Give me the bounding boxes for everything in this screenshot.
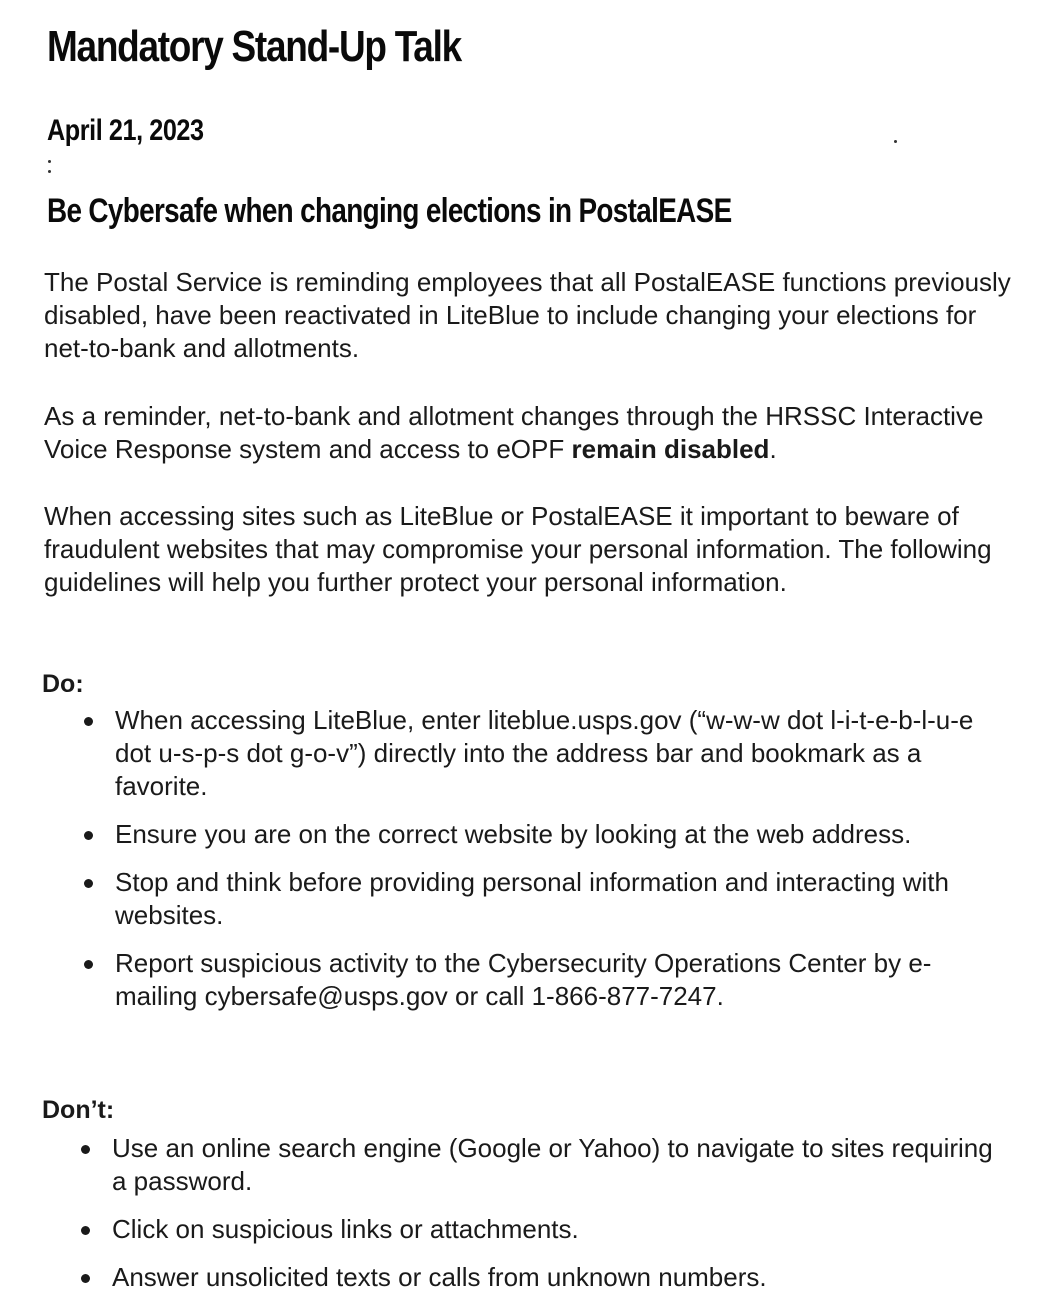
scan-speck [48,160,51,163]
dont-list-item: Click on suspicious links or attachments. [0,1213,1000,1246]
do-list-item: When accessing LiteBlue, enter liteblue.usps.gov (“w-w-w dot l-i-t-e-b-l-u-e dot u-s-p-s dot g-o-v”) directly into the address bar and bookmark as a favorite. [0,704,1000,803]
paragraph-reminder-text: As a reminder, net-to-bank and allotment changes through the HRSSC Interactive Voice Response system and access to eOPF [44,401,984,464]
document-title: Mandatory Stand-Up Talk [47,22,461,71]
do-heading: Do: [42,670,84,698]
do-list [0,704,1000,1028]
dont-list [0,1132,1000,1309]
dont-list-item: Use an online search engine (Google or Yahoo) to navigate to sites requiring a password. [0,1132,1000,1198]
paragraph-reminder-end: . [769,434,777,464]
paragraph-reactivation: The Postal Service is reminding employees that all PostalEASE functions previously disabled, have been reactivated in LiteBlue to include changing your elections for net-to-bank and allotments. [44,267,1011,363]
scan-speck [48,170,51,173]
dont-list-item: Answer unsolicited texts or calls from unknown numbers. [0,1261,1000,1294]
do-list-item: Stop and think before providing personal information and interacting with websites. [0,866,1000,932]
do-list-item: Report suspicious activity to the Cybersecurity Operations Center by e-mailing cybersafe@usps.gov or call 1-866-877-7247. [0,947,1000,1013]
scan-speck [894,140,897,143]
do-list-item: Ensure you are on the correct website by looking at the web address. [0,818,1000,851]
dont-heading: Don’t: [42,1096,115,1124]
paragraph-reminder-emphasis: remain disabled [571,434,770,464]
paragraph-fraud-warning: When accessing sites such as LiteBlue or PostalEASE it important to beware of fraudulent websites that may compromise your personal information. The following guidelines will help you further protect your personal information. [44,501,992,597]
document-date: April 21, 2023 [47,114,204,147]
section-title: Be Cybersafe when changing elections in PostalEASE [47,192,732,230]
paragraph-reminder [44,400,1019,466]
